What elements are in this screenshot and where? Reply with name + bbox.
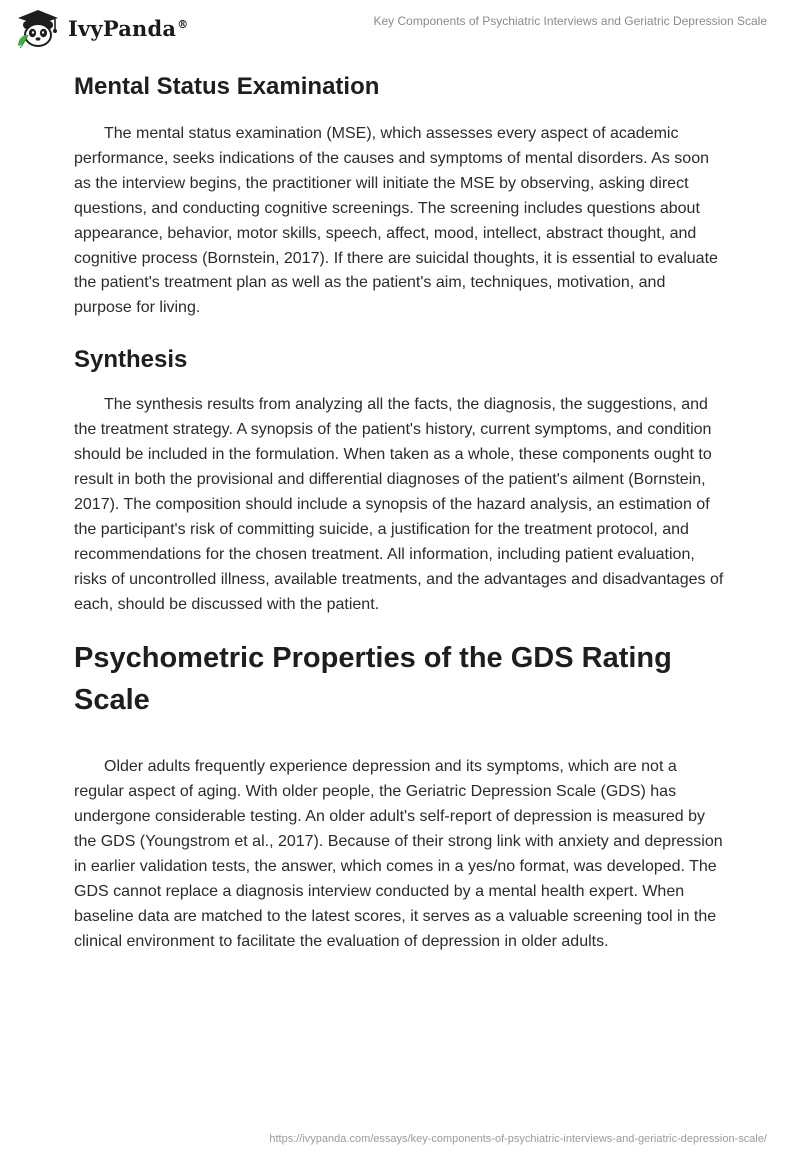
paragraph-mental-status-examination: The mental status examination (MSE), which assesses every aspect of academic performance, seeks indications of the causes and symptoms of mental disorders. As soon as the interview begins, the practitioner will initiate the MSE by observing, asking direct questions, and conducting cognitive screenings. The screening includes questions about appearance, behavior, motor skills, speech, affect, mood, intellect, abstract thought, and cognitive process (Bornstein, 2017). If there are suicidal thoughts, it is essential to evaluate the patient's treatment plan as well as the patient's aim, techniques, motivation, and purpose for living. [74, 125, 718, 317]
paragraph-gds-psychometric-properties: Older adults frequently experience depression and its symptoms, which are not a regular aspect of aging. With older people, the Geriatric Depression Scale (GDS) has undergone considerable testing. An older adult's self-report of depression is measured by the GDS (Youngstrom et al., 2017). Because of their strong link with anxiety and depression in earlier validation tests, the answer, which comes in a yes/no format, was developed. The GDS cannot replace a diagnosis interview conducted by a mental health expert. When baseline data are matched to the latest scores, it serves as a valuable screening tool in the clinical environment to facilitate the evaluation of depression in older adults. [74, 758, 723, 950]
ivypanda-logo[interactable] [14, 8, 188, 48]
panda-logo-icon [14, 8, 62, 48]
heading-gds-psychometric-properties: Psychometric Properties of the GDS Rating Scale [74, 642, 672, 717]
paragraph-synthesis: The synthesis results from analyzing all the facts, the diagnosis, the suggestions, and the treatment strategy. A synopsis of the patient's history, current symptoms, and condition should be included in the formulation. When taken as a whole, these components ought to result in both the provisional and differential diagnoses of the patient's ailment (Bornstein, 2017). The composition should include a synopsis of the hazard analysis, an estimation of the participant's risk of committing suicide, a justification for the treatment protocol, and recommendations for the chosen treatment. All information, including patient evaluation, risks of uncontrolled illness, available treatments, and the advantages and disadvantages of each, should be discussed with the patient. [74, 396, 724, 613]
registered-mark: ® [177, 17, 189, 31]
heading-synthesis: Synthesis [74, 346, 188, 374]
running-title: Key Components of Psychiatric Interviews and Geriatric Depression Scale [373, 14, 767, 28]
logo-text: IvyPanda® [68, 15, 189, 41]
heading-mental-status-examination: Mental Status Examination [74, 73, 380, 100]
essay-content [74, 70, 726, 955]
source-url-link[interactable]: https://ivypanda.com/essays/key-components-of-psychiatric-interviews-and-geriatric-depression-scale/ [269, 1133, 767, 1145]
page-header [0, 0, 800, 60]
